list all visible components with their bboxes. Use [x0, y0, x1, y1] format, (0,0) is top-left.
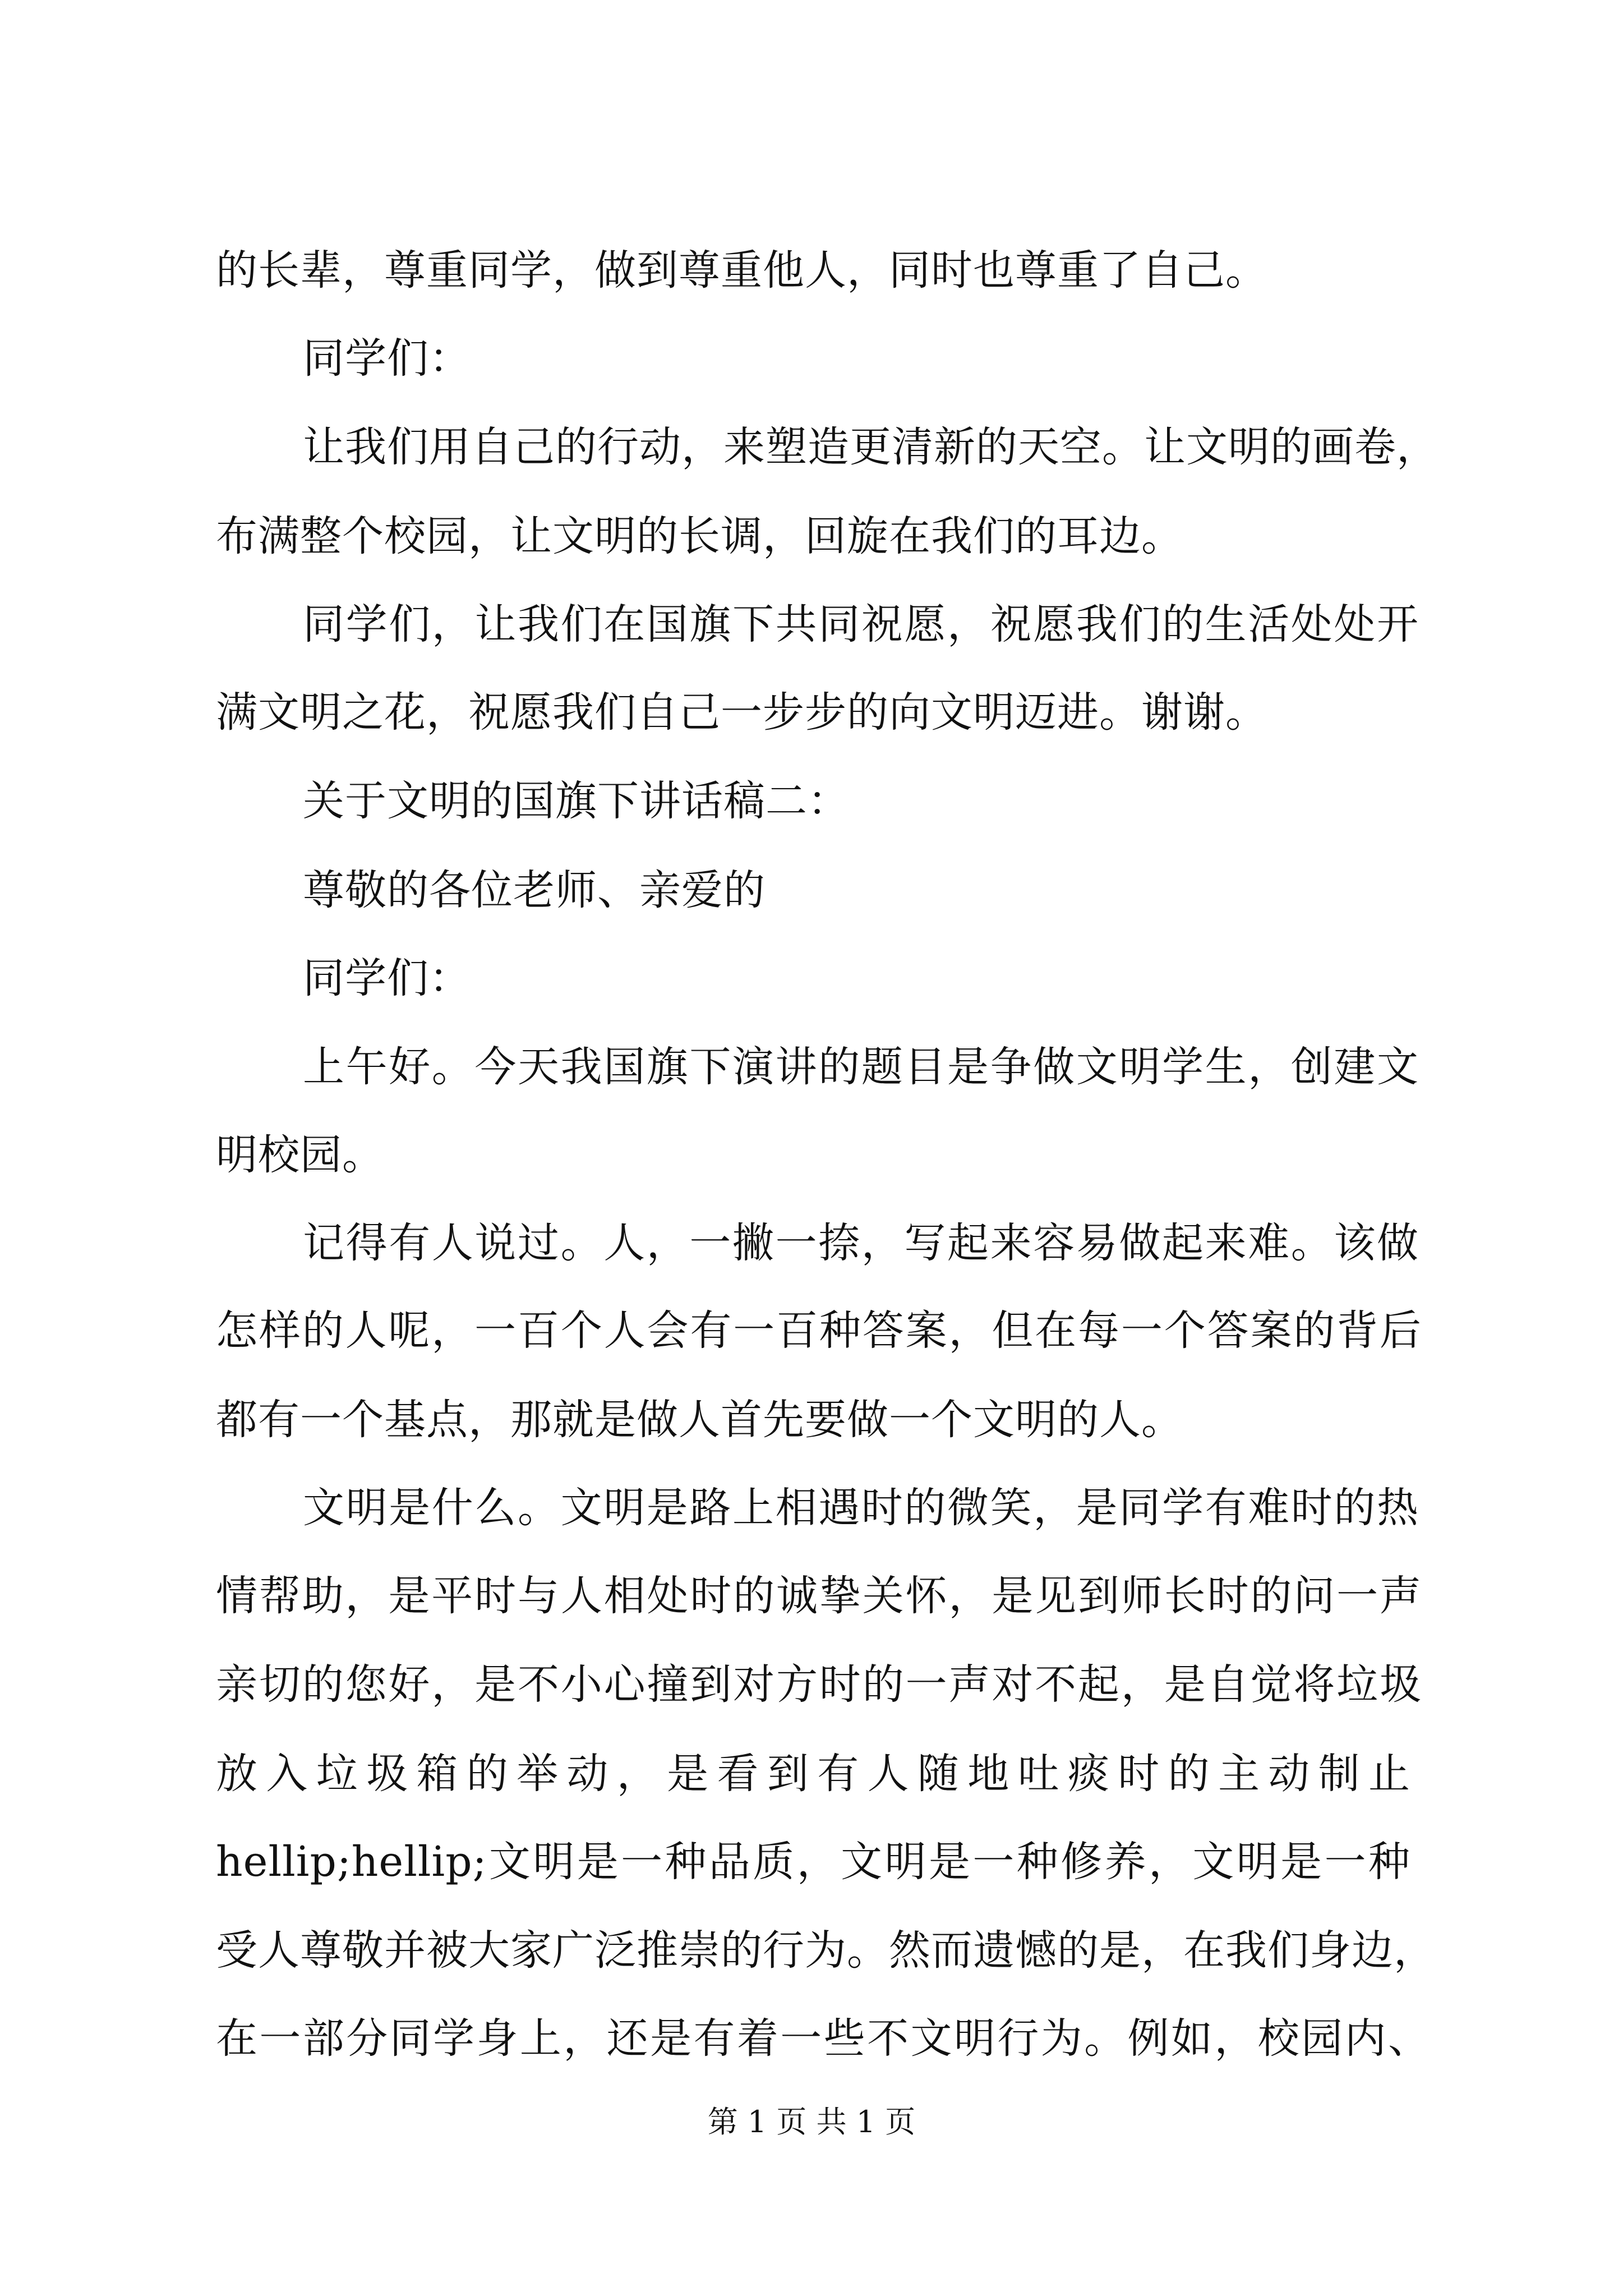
text-line: 的长辈，尊重同学，做到尊重他人，同时也尊重了自己。 — [216, 246, 1267, 295]
text-line: 尊敬的各位老师、亲爱的 — [303, 866, 766, 914]
text-line: 受人尊敬并被大家广泛推崇的行为。然而遗憾的是，在我们身边， — [216, 1926, 1436, 1975]
text-line: 记得有人说过。人，一撇一捺，写起来容易做起来难。该做 — [303, 1219, 1419, 1267]
text-line: 布满整个校园，让文明的长调，回旋在我们的耳边。 — [216, 512, 1183, 560]
text-line: hellip;hellip;文明是一种品质，文明是一种修养，文明是一种 — [216, 1838, 1410, 1886]
text-line: 上午好。今天我国旗下演讲的题目是争做文明学生，创建文 — [303, 1043, 1419, 1091]
text-line: 满文明之花，祝愿我们自己一步步的向文明迈进。谢谢。 — [216, 688, 1267, 737]
text-line: 同学们： — [303, 954, 471, 1002]
text-line: 同学们： — [303, 334, 471, 383]
page-footer: 第 1 页 共 1 页 — [707, 2104, 916, 2139]
text-line: 怎样的人呢，一百个人会有一百种答案，但在每一个答案的背后 — [216, 1306, 1422, 1355]
text-line: 情帮助，是平时与人相处时的诚挚关怀，是见到师长时的问一声 — [216, 1572, 1422, 1620]
text-line: 让我们用自己的行动，来塑造更清新的天空。让文明的画卷， — [303, 423, 1438, 471]
text-line: 文明是什么。文明是路上相遇时的微笑，是同学有难时的热 — [303, 1484, 1419, 1532]
text-line: 关于文明的国旗下讲话稿二： — [303, 777, 850, 825]
text-line: 同学们，让我们在国旗下共同祝愿，祝愿我们的生活处处开 — [303, 600, 1419, 648]
text-line: 都有一个基点，那就是做人首先要做一个文明的人。 — [216, 1396, 1183, 1444]
text-line: 在一部分同学身上，还是有着一些不文明行为。例如，校园内、 — [216, 2014, 1430, 2063]
text-line: 亲切的您好，是不小心撞到对方时的一声对不起，是自觉将垃圾 — [216, 1660, 1422, 1709]
text-line: 放入垃圾箱的举动，是看到有人随地吐痰时的主动制止 — [216, 1750, 1410, 1798]
text-line: 明校园。 — [216, 1131, 384, 1179]
